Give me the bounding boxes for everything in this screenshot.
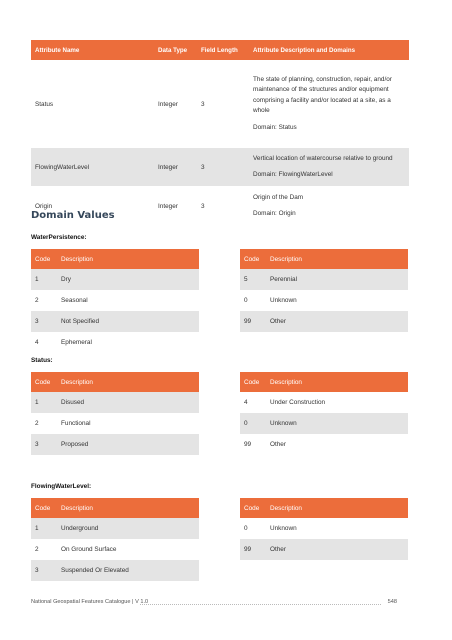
description-cell: Other xyxy=(266,539,408,560)
table-row xyxy=(31,434,199,455)
code-cell: 2 xyxy=(35,546,39,553)
description-cell: Seasonal xyxy=(61,297,88,304)
description-line: The state of planning, construction, repair, and/or xyxy=(253,75,392,83)
table-row xyxy=(240,290,408,311)
table-row xyxy=(31,518,199,539)
attribute-table xyxy=(31,40,409,226)
status-table-right xyxy=(240,372,408,455)
attribute-length: 3 xyxy=(201,202,205,210)
table-row xyxy=(240,269,408,290)
header-description: Description xyxy=(57,249,199,269)
group-label-waterpersistence: WaterPersistence: xyxy=(31,234,87,241)
footer-catalogue-title: National Geospatial Features Catalogue | V 1.0 xyxy=(31,599,149,605)
header-description: Description xyxy=(57,498,199,518)
code-cell: 99 xyxy=(240,539,266,560)
attribute-row-status xyxy=(31,60,409,148)
code-cell: 0 xyxy=(244,525,248,532)
attribute-domain: Domain: Origin xyxy=(253,210,296,217)
description-cell: Other xyxy=(270,441,286,448)
code-cell: 3 xyxy=(31,560,57,581)
flowingwaterlevel-table-right xyxy=(240,498,408,560)
waterpersistence-table-right xyxy=(240,249,408,332)
description-cell: Other xyxy=(266,311,408,332)
code-cell: 3 xyxy=(31,311,57,332)
description-cell: Proposed xyxy=(57,434,199,455)
attribute-type: Integer xyxy=(158,100,178,108)
header-description: Description xyxy=(57,372,199,392)
table-row xyxy=(31,290,199,311)
header-code: Code xyxy=(240,249,266,269)
header-description: Description xyxy=(266,249,408,269)
description-cell: Functional xyxy=(61,420,91,427)
code-cell: 1 xyxy=(31,392,57,413)
code-table-header xyxy=(240,498,408,518)
attribute-length: 3 xyxy=(201,100,205,108)
header-description: Attribute Description and Domains xyxy=(249,40,409,60)
header-code: Code xyxy=(240,372,266,392)
table-row xyxy=(31,539,199,560)
description-cell: Not Specified xyxy=(57,311,199,332)
attribute-domain: Domain: Status xyxy=(253,123,297,131)
attribute-row-flowingwaterlevel xyxy=(31,148,409,186)
code-cell: 0 xyxy=(240,413,266,434)
description-cell: Perennial xyxy=(266,269,408,290)
footer-dotted-leader xyxy=(140,604,381,605)
section-title: Domain Values xyxy=(31,210,115,221)
description-line: whole xyxy=(253,107,270,115)
status-table-left xyxy=(31,372,199,455)
code-cell: 0 xyxy=(244,297,248,304)
header-attribute-name: Attribute Name xyxy=(31,40,154,60)
attribute-type: Integer xyxy=(154,148,197,186)
attribute-name: Origin xyxy=(35,202,53,210)
attribute-description xyxy=(249,186,409,226)
code-cell: 3 xyxy=(31,434,57,455)
header-data-type: Data Type xyxy=(154,40,197,60)
description-line: Origin of the Dam xyxy=(253,193,304,201)
description-cell: Dry xyxy=(57,269,199,290)
code-table-header xyxy=(31,498,199,518)
table-row xyxy=(31,413,199,434)
header-code: Code xyxy=(31,249,57,269)
header-description: Description xyxy=(266,372,408,392)
attribute-table-header xyxy=(31,40,409,60)
table-row xyxy=(240,392,408,413)
attribute-length: 3 xyxy=(197,148,249,186)
table-row xyxy=(31,311,199,332)
code-table-header xyxy=(31,372,199,392)
header-code: Code xyxy=(31,372,57,392)
group-label-flowingwaterlevel: FlowingWaterLevel: xyxy=(31,483,92,490)
header-field-length: Field Length xyxy=(197,40,249,60)
code-cell: 4 xyxy=(35,339,39,346)
table-row xyxy=(31,392,199,413)
code-cell: 1 xyxy=(31,269,57,290)
attribute-name: FlowingWaterLevel xyxy=(31,148,154,186)
attribute-domain: Domain: FlowingWaterLevel xyxy=(253,171,333,178)
table-row xyxy=(240,311,408,332)
table-row xyxy=(240,539,408,560)
description-cell: Ephemeral xyxy=(61,339,92,346)
description-cell: Suspended Or Elevated xyxy=(57,560,199,581)
code-table-header xyxy=(240,372,408,392)
code-cell: 1 xyxy=(31,518,57,539)
description-cell: Underground xyxy=(57,518,199,539)
code-cell: 2 xyxy=(35,297,39,304)
page-number: 548 xyxy=(387,599,397,605)
attribute-name: Status xyxy=(35,100,54,108)
code-cell: 99 xyxy=(244,441,252,448)
code-cell: 5 xyxy=(240,269,266,290)
table-row xyxy=(240,434,408,455)
code-cell: 99 xyxy=(240,311,266,332)
code-table-header xyxy=(31,249,199,269)
description-line: comprising a facility and/or located at a site, as a xyxy=(253,96,391,104)
description-cell: Disused xyxy=(57,392,199,413)
description-cell: On Ground Surface xyxy=(61,546,117,553)
header-code: Code xyxy=(240,498,266,518)
page-footer xyxy=(31,599,409,609)
description-line: maintenance of the structures and/or equipment xyxy=(253,86,389,94)
table-row xyxy=(31,560,199,581)
description-cell: Under Construction xyxy=(270,399,326,406)
table-row xyxy=(31,332,199,353)
header-code: Code xyxy=(31,498,57,518)
table-row xyxy=(240,413,408,434)
code-cell: 2 xyxy=(35,420,39,427)
description-cell: Unknown xyxy=(270,297,297,304)
attribute-description xyxy=(249,60,409,148)
attribute-type: Integer xyxy=(158,202,178,210)
description-cell: Unknown xyxy=(270,525,297,532)
table-row xyxy=(240,518,408,539)
description-cell: Unknown xyxy=(266,413,408,434)
table-row xyxy=(31,269,199,290)
code-cell: 4 xyxy=(244,399,248,406)
group-label-status: Status: xyxy=(31,357,53,364)
flowingwaterlevel-table-left xyxy=(31,498,199,581)
waterpersistence-table-left xyxy=(31,249,199,353)
header-description: Description xyxy=(266,498,408,518)
code-table-header xyxy=(240,249,408,269)
attribute-description xyxy=(249,148,409,186)
description-line: Vertical location of watercourse relative to ground xyxy=(253,154,393,162)
